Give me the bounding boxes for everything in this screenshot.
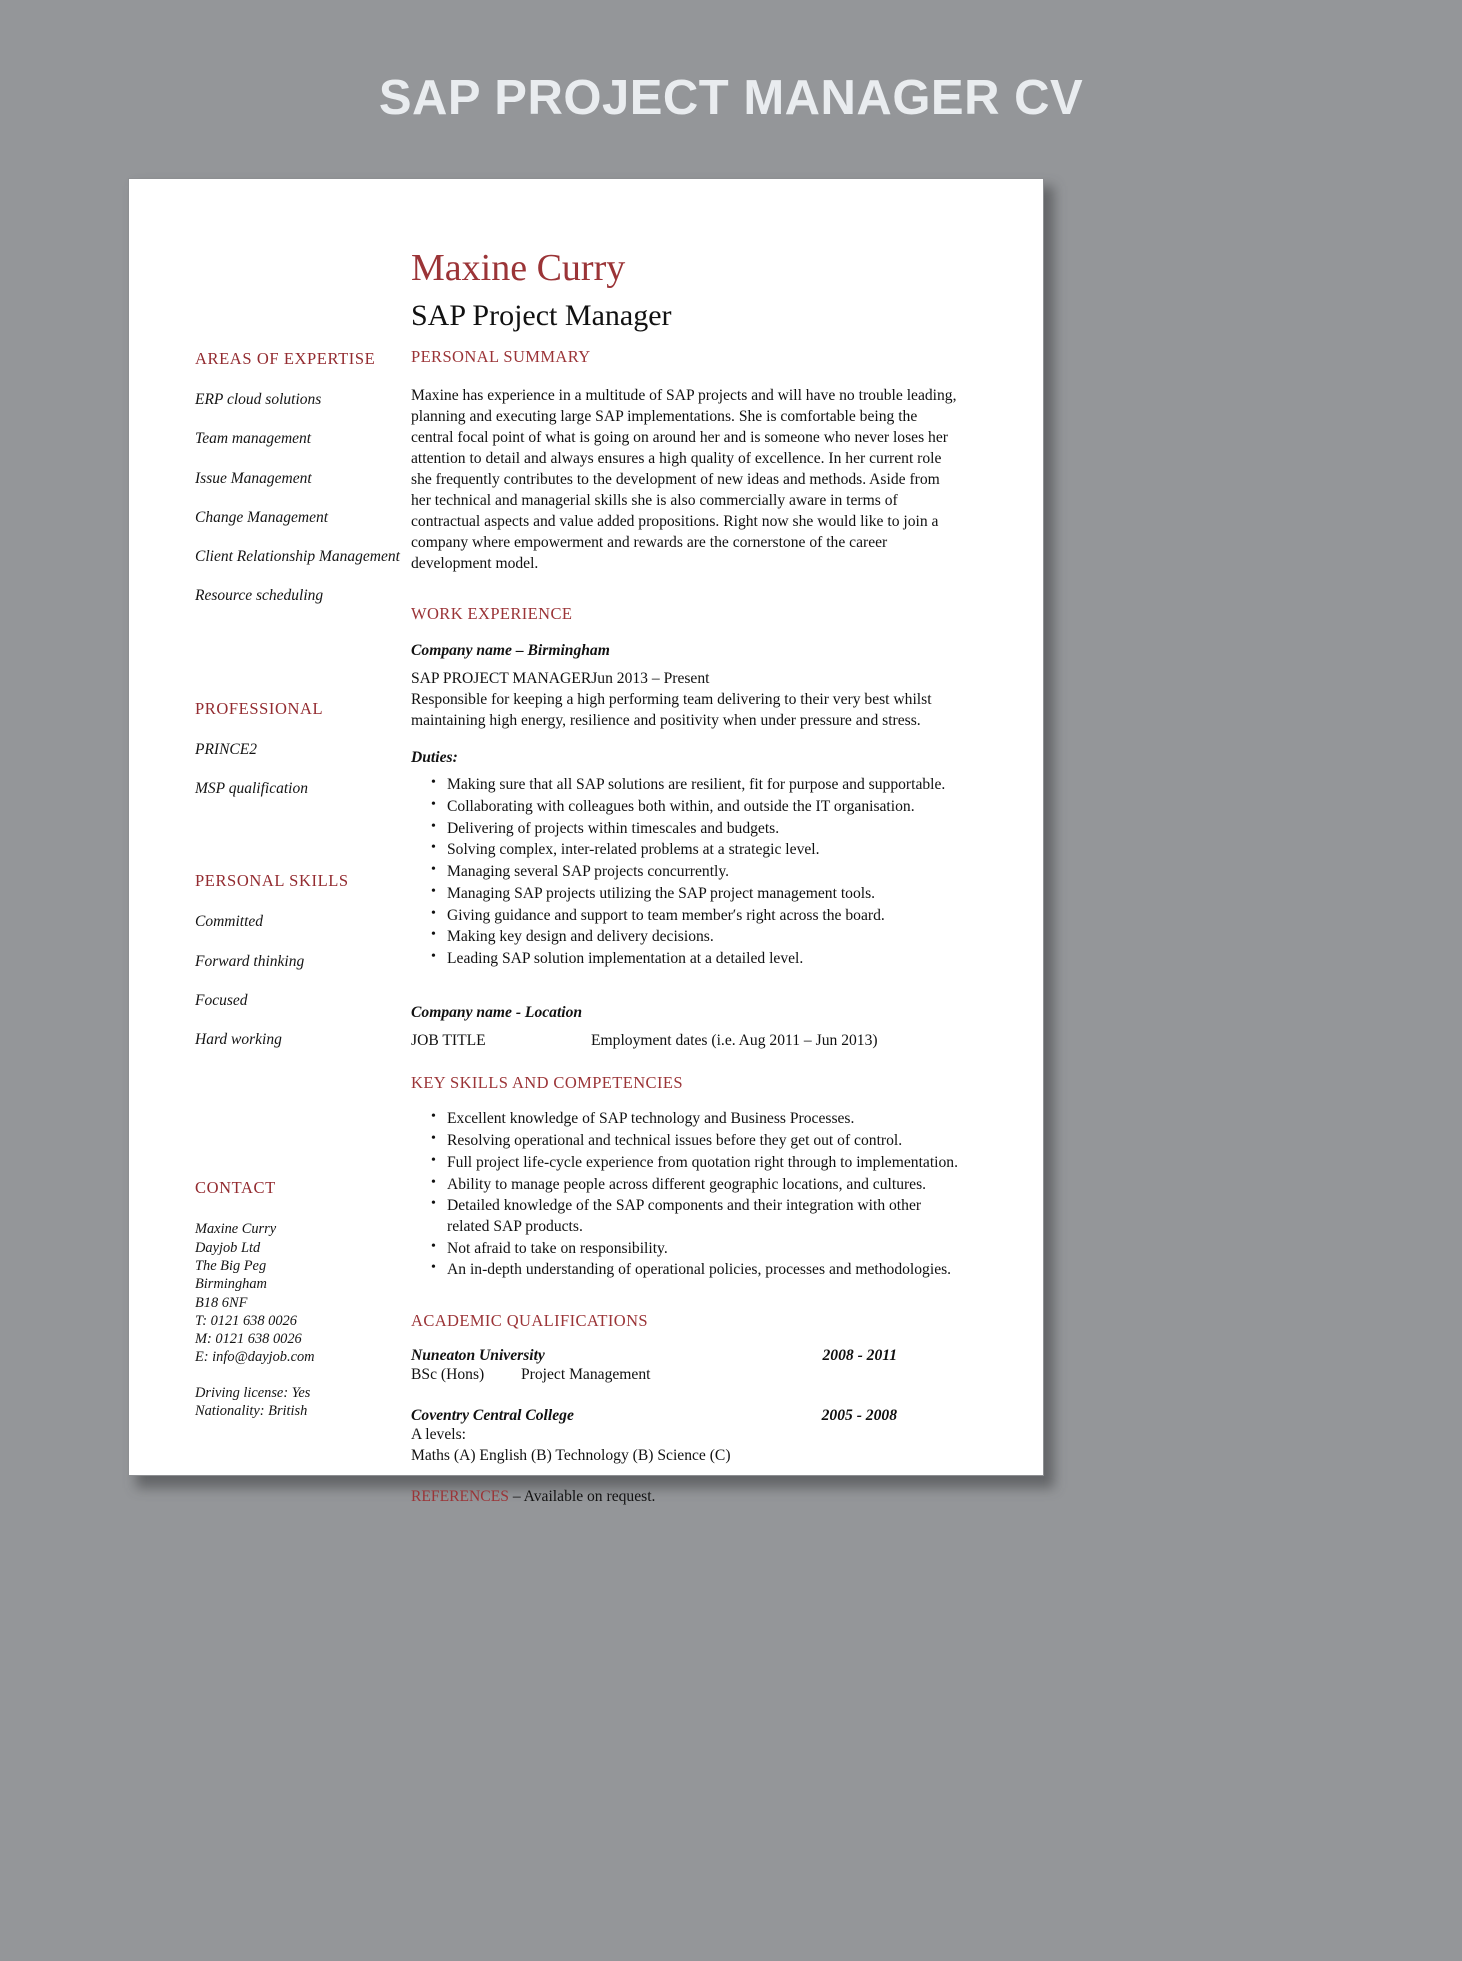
sidebar-section-professional [195,699,405,799]
job-company-name: Company name - Location [411,1003,583,1021]
job-dates: Employment dates (i.e. Aug 2011 – Jun 2013) [591,1031,878,1049]
sidebar-section-expertise [195,349,405,606]
sidebar-item-professional: PRINCE2 [195,740,257,758]
job-title-and-dates [411,669,963,690]
page-banner [0,0,1462,178]
contact-line-address1: The Big Peg [195,1257,267,1274]
key-skill-item: • An in-depth understanding of operational policies, processes and methodologies. [431,1260,963,1281]
key-skill-item: • Not afraid to take on responsibility. [431,1239,963,1260]
contact-line-company: Dayjob Ltd [195,1239,261,1256]
section-heading-academic-qualifications: ACADEMIC QUALIFICATIONS [411,1311,648,1331]
contact-line-city: Birmingham [195,1276,267,1293]
contact-line-telephone: T: 0121 638 0026 [195,1312,297,1329]
sidebar-item-personal-skill: Hard working [195,1031,282,1049]
sidebar-heading-professional: PROFESSIONAL [195,698,324,718]
job-title: SAP PROJECT MANAGER [411,670,592,688]
duty-item: • Managing several SAP projects concurrently. [431,862,963,883]
contact-line-mobile: M: 0121 638 0026 [195,1331,302,1348]
sidebar-section-personal-skills [195,871,405,1049]
cv-page [128,178,1044,1506]
key-skill-item: • Ability to manage people across different geographic locations, and cultures. [431,1175,963,1196]
sidebar-item-expertise: Resource scheduling [195,587,324,605]
job-title-and-dates [411,1031,963,1052]
duty-item: • Giving guidance and support to team member′s right across the board. [431,906,963,927]
sidebar-spacer [195,1070,405,1178]
sidebar-heading-personal-skills: PERSONAL SKILLS [195,871,349,891]
key-skills-list [411,1109,963,1281]
academic-school-name: Coventry Central College [411,1407,574,1425]
key-skill-item: • Full project life-cycle experience from quotation right through to implementation. [431,1153,963,1174]
sidebar-item-expertise: Issue Management [195,469,312,487]
academic-level-label: A levels: [411,1426,467,1444]
duty-item: • Solving complex, inter-related problems at a strategic level. [431,840,963,861]
academic-entry-header [411,1407,963,1425]
academic-subject: Project Management [521,1366,651,1384]
sidebar-item-expertise: Team management [195,430,312,448]
duty-item: • Making sure that all SAP solutions are resilient, fit for purpose and supportable. [431,775,963,796]
sidebar-section-contact [195,1178,405,1420]
academic-years: 2005 - 2008 [821,1407,897,1425]
sidebar-item-personal-skill: Committed [195,913,264,931]
candidate-job-title: SAP Project Manager [411,299,672,332]
key-skill-item: • Excellent knowledge of SAP technology and Business Processes. [431,1109,963,1130]
sidebar-item-professional: MSP qualification [195,779,308,797]
sidebar [195,179,405,1420]
academic-school-name: Nuneaton University [411,1347,545,1365]
sidebar-item-personal-skill: Focused [195,991,248,1009]
sidebar-item-expertise: Change Management [195,508,329,526]
duty-item: • Leading SAP solution implementation at a detailed level. [431,949,963,970]
section-heading-personal-summary: PERSONAL SUMMARY [411,347,591,366]
key-skill-item: • Detailed knowledge of the SAP components and their integration with other related SAP products. [431,1196,963,1237]
contact-line-email[interactable]: E: info@dayjob.com [195,1349,315,1366]
academic-grades: Maths (A) English (B) Technology (B) Science (C) [411,1446,731,1464]
contact-line-postcode: B18 6NF [195,1294,248,1311]
academic-entry [411,1347,963,1385]
references-text: – Available on request. [508,1488,656,1506]
academic-degree-line [411,1365,963,1385]
work-experience-entry [411,1004,963,1052]
sidebar-item-expertise: ERP cloud solutions [195,391,322,408]
main-column [411,179,963,1506]
duty-item: • Delivering of projects within timescales and budgets. [431,819,963,840]
academic-degree: BSc (Hons) [411,1366,485,1384]
academic-entry [411,1407,963,1466]
job-description: Responsible for keeping a high performing team delivering to their very best whilst maintaining high energy, resilience and positivity when under pressure and stress. [411,691,932,729]
sidebar-heading-contact: CONTACT [195,1178,276,1198]
job-dates: Jun 2013 – Present [591,670,710,688]
sidebar-spacer [195,819,405,871]
section-heading-work-experience: WORK EXPERIENCE [411,604,573,624]
academic-years: 2008 - 2011 [822,1347,897,1365]
contact-line-name: Maxine Curry [195,1221,277,1238]
key-skill-item: • Resolving operational and technical issues before they get out of control. [431,1131,963,1152]
contact-details [195,1220,405,1366]
references-line [411,1488,963,1506]
references-label: REFERENCES [411,1488,509,1506]
contact-line-driving-license: Driving license: Yes [195,1384,311,1401]
sidebar-heading-areas-of-expertise: AREAS OF EXPERTISE [195,349,376,368]
sidebar-spacer [195,627,405,699]
duty-item: • Making key design and delivery decisions. [431,927,963,948]
sidebar-item-personal-skill: Forward thinking [195,952,305,970]
candidate-name: Maxine Curry [411,247,626,289]
job-company-name: Company name – Birmingham [411,642,610,660]
duty-item: • Collaborating with colleagues both within, and outside the IT organisation. [431,797,963,818]
duty-item: • Managing SAP projects utilizing the SAP project management tools. [431,884,963,905]
academic-entry-header [411,1347,963,1365]
duties-list [411,775,963,970]
work-experience-entry [411,642,963,969]
job-title: JOB TITLE [411,1031,486,1049]
section-heading-key-skills: KEY SKILLS AND COMPETENCIES [411,1073,683,1093]
contact-extra-details [195,1384,405,1421]
banner-title: SAP PROJECT MANAGER CV [378,71,1084,125]
duties-label: Duties: [411,749,458,767]
contact-line-nationality: Nationality: British [195,1402,308,1419]
sidebar-item-expertise: Client Relationship Management [195,548,400,566]
personal-summary-text: Maxine has experience in a multitude of SAP projects and will have no trouble leading, planning and executing large SAP implementations. She is comfortable being the central focal point of what is going on around her and is someone who never loses her attention to detail and always ensures a high quality of excellence. In her current role she frequently contributes to the development of new ideas and methods. Aside from her technical and managerial skills she is also commercially aware in terms of contractual aspects and value added propositions. Right now she would like to join a company where empowerment and rewards are the cornerstone of the career development model. [411,387,957,573]
